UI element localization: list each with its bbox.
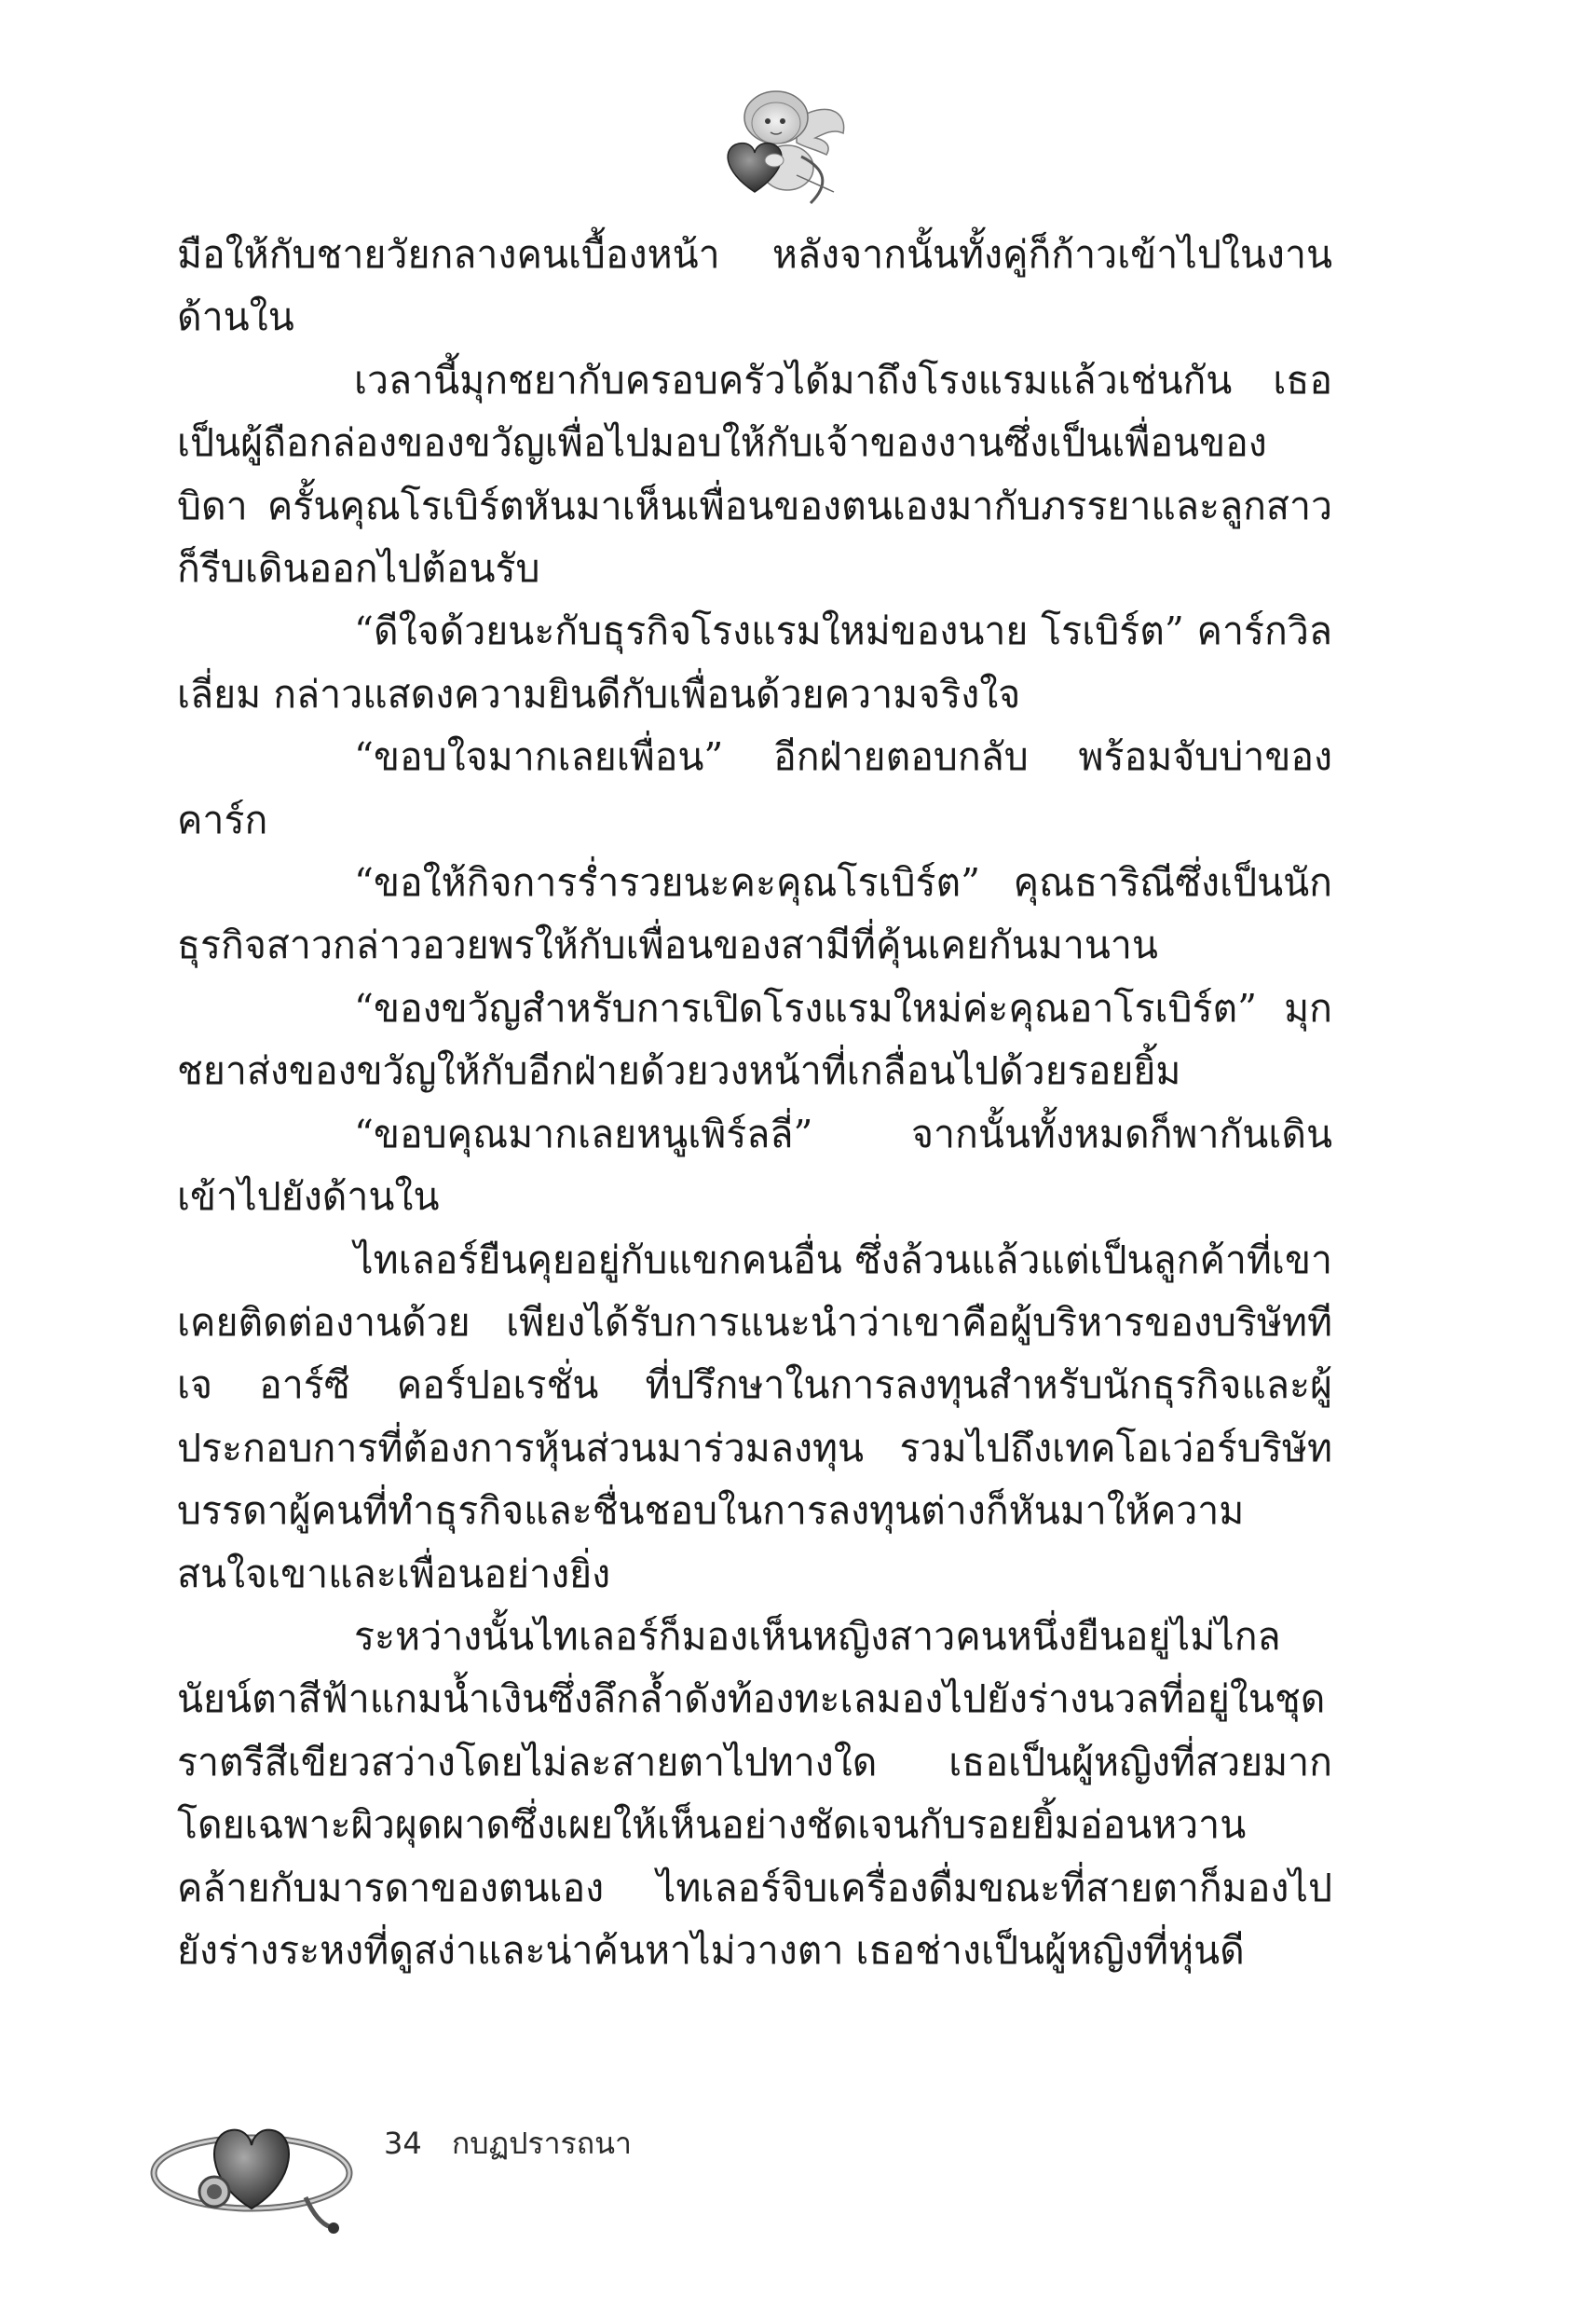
body-text (177, 224, 1332, 1982)
book-title: กบฏปรารถนา (451, 2126, 632, 2161)
cupid-heart-icon (685, 82, 871, 212)
paragraph: “ขอบคุณมากเลยหนูเพิร์ลลี่” จากนั้นทั้งหมดก็พากันเดินเข้าไปยังด้านใน (177, 1111, 1332, 1220)
paragraph: เวลานี้มุกชยากับครอบครัวได้มาถึงโรงแรมแล้วเช่นกัน เธอเป็นผู้ถือกล่องของขวัญเพื่อไปมอบให้กับเจ้าของงานซึ่งเป็นเพื่อนของบิดา ครั้นคุณโรเบิร์ตหันมาเห็นเพื่อนของตนเองมากับภรรยาและลูกสาวก็รีบเดินออกไปต้อนรับ (177, 357, 1332, 592)
paragraph: ไทเลอร์ยืนคุยอยู่กับแขกคนอื่น ซึ่งล้วนแล้วแต่เป็นลูกค้าที่เขาเคยติดต่องานด้วย เพียงได้รับการแนะนำว่าเขาคือผู้บริหารของบริษัททีเจ อาร์ซี คอร์ปอเรชั่น ที่ปรึกษาในการลงทุนสำหรับนักธุรกิจและผู้ประกอบการที่ต้องการหุ้นส่วนมาร่วมลงทุน รวมไปถึงเทคโอเว่อร์บริษัท บรรดาผู้คนที่ทำธุรกิจและชื่นชอบในการลงทุนต่างก็หันมาให้ความสนใจเขาและเพื่อนอย่างยิ่ง (177, 1237, 1332, 1596)
paragraph: มือให้กับชายวัยกลางคนเบื้องหน้า หลังจากนั้นทั้งคู่ก็ก้าวเข้าไปในงานด้านใน (177, 232, 1332, 340)
page-number: 34 (384, 2126, 422, 2161)
paragraph: “ดีใจด้วยนะกับธุรกิจโรงแรมใหม่ของนาย โรเบิร์ต” คาร์กวิลเลี่ยม กล่าวแสดงความยินดีกับเพื่อนด้วยความจริงใจ (177, 609, 1332, 717)
paragraph: “ขอให้กิจการร่ำรวยนะคะคุณโรเบิร์ต” คุณธาริณีซึ่งเป็นนักธุรกิจสาวกล่าวอวยพรให้กับเพื่อนของสามีที่คุ้นเคยกันมานาน (177, 860, 1332, 968)
heart-stethoscope-icon (140, 2097, 373, 2236)
paragraph: “ขอบใจมากเลยเพื่อน” อีกฝ่ายตอบกลับ พร้อมจับบ่าของคาร์ก (177, 734, 1332, 842)
footer-text (384, 2120, 632, 2167)
paragraph: “ของขวัญสำหรับการเปิดโรงแรมใหม่ค่ะคุณอาโรเบิร์ต” มุกชยาส่งของขวัญให้กับอีกฝ่ายด้วยวงหน้าที่เกลื่อนไปด้วยรอยยิ้ม (177, 985, 1332, 1094)
page-footer (140, 2097, 792, 2246)
paragraph: ระหว่างนั้นไทเลอร์ก็มองเห็นหญิงสาวคนหนึ่งยืนอยู่ไม่ไกลนัยน์ตาสีฟ้าแกมน้ำเงินซึ่งลึกล้ำดังท้องทะเลมองไปยังร่างนวลที่อยู่ในชุดราตรีสีเขียวสว่างโดยไม่ละสายตาไปทางใด เธอเป็นผู้หญิงที่สวยมากโดยเฉพาะผิวผุดผาดซึ่งเผยให้เห็นอย่างชัดเจนกับรอยยิ้มอ่อนหวานคล้ายกับมารดาของตนเอง ไทเลอร์จิบเครื่องดื่มขณะที่สายตาก็มองไปยังร่างระหงที่ดูสง่าและน่าค้นหาไม่วางตา เธอช่างเป็นผู้หญิงที่หุ่นดี (177, 1613, 1332, 1973)
